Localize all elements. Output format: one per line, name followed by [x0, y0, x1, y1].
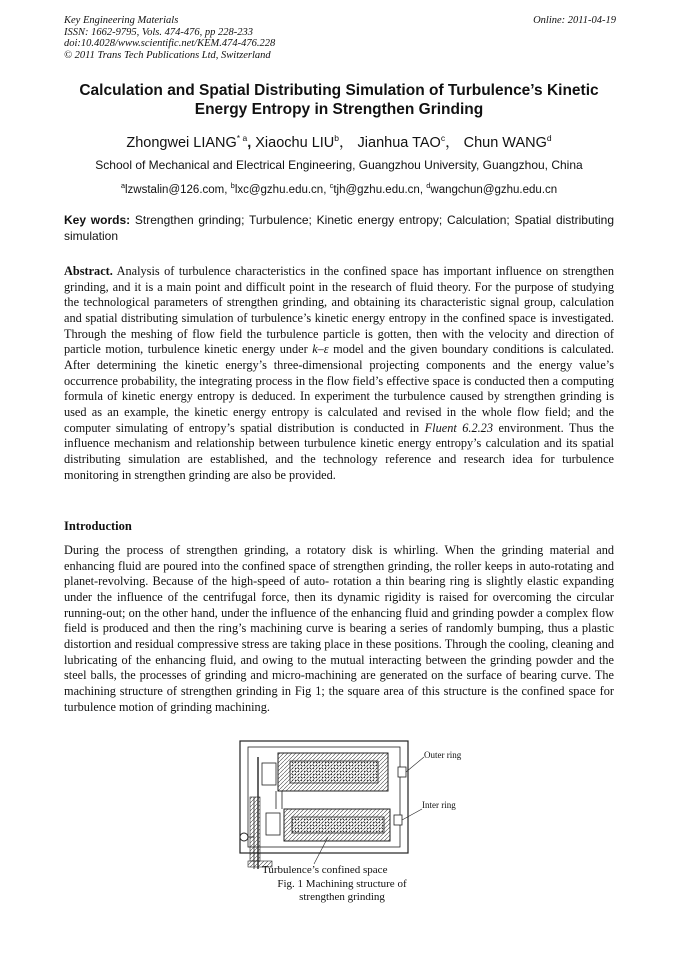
leader-inner-ring	[402, 809, 422, 820]
motor-symbol	[240, 833, 248, 841]
roller-lower	[266, 813, 280, 835]
label-confined-space: Turbulence’s confined space	[262, 864, 388, 876]
copyright-line: © 2011 Trans Tech Publications Ltd, Switzerland	[64, 49, 271, 61]
journal-name: Key Engineering Materials	[64, 15, 179, 26]
keywords	[64, 212, 614, 244]
leader-outer-ring	[406, 757, 424, 772]
email-link[interactable]: lxc@gzhu.edu.cn	[234, 184, 324, 196]
gear-column	[250, 797, 260, 861]
author-sup: * a	[236, 133, 248, 143]
affiliation: School of Mechanical and Electrical Engineering, Guangzhou University, Guangzhou, China	[95, 158, 583, 172]
author-sup: b	[334, 133, 339, 143]
section-heading-introduction: Introduction	[64, 519, 132, 533]
introduction-text: During the process of strengthen grinding, a rotatory disk is whirling. When the grinding material and enhancing fluid are poured into the confined space of strengthen grinding, the roller keeps in auto-rotating and planet-revolving. Because of the high-speed of auto- rotation a thin bearing ring is slightly elastic expanding under the influence of the centrifugal force, then its dynamic rigidity is raised for overcoming the circular running-out; on the other hand, under the influence of the enhancing fluid and grinding powder a complex flow field is produced and then the ring’s machining curve is bearing a series of randomly bumping, thus a plastic distortion and residual compressive stress are taking place in these positions. Through the cooling, cleaning and lubricating of the enhancing fluid, and owing to the mutual interacting between the grinding powder and the steel balls, the processes of grinding and micro-machining are generated on the surface of bearing curve. The machining structure of strengthen grinding in Fig 1; the square area of this structure is the confined space for turbulence motion of grinding machining.	[64, 543, 614, 714]
journal-header	[64, 15, 275, 61]
keywords-label: Key words:	[64, 213, 131, 227]
inner-ring-core	[292, 817, 384, 833]
email-sup: a	[120, 181, 125, 190]
email-list: $^a$lzwstalin@126.com, $^b$lxc@gzhu.edu.cn, $^c$tjh@gzhu.edu.cn, $^d$wangchun@gzhu.edu.cn	[120, 181, 558, 196]
abstract-label: Abstract.	[64, 264, 113, 278]
abstract-text-1: Analysis of turbulence characteristics in the confined space has important influence on strengthen grinding, and it is a main point and difficult point in the research of fluid theory. For the purpose of studying the technological parameters of strengthen grinding, and obtaining its characteristic signal group, calculation and spatial distributing simulation of turbulence’s kinetic energy entropy in the confined space is investigated. Through the meshing of flow field the turbulence particle is gotten, then with the velocity and direction of particle motion, turbulence kinetic energy under	[64, 264, 614, 357]
figure-caption: Fig. 1 Machining structure of strengthen grinding	[277, 878, 407, 903]
email-sup: d	[426, 181, 431, 190]
abstract	[64, 264, 614, 483]
roller-upper	[262, 763, 276, 785]
author-list: Zhongwei LIANG$^{* a}$, Xiaochu LIU$^b$， Jianhua TAO$^c$， Chun WANG$^d$	[126, 133, 552, 151]
paper-title: Calculation and Spatial Distributing Simulation of Turbulence’s Kinetic Energy Entropy in Strengthen Grinding	[79, 82, 599, 118]
author-name: Xiaochu LIU	[255, 135, 335, 151]
outer-ring-core	[290, 761, 378, 783]
author-name: Jianhua TAO	[357, 135, 441, 151]
author-name: Chun WANG	[463, 135, 547, 151]
email-link[interactable]: lzwstalin@126.com	[125, 184, 225, 196]
author-sup: d	[546, 133, 552, 143]
issn-line: ISSN: 1662-9795, Vols. 474-476, pp 228-233	[64, 26, 253, 38]
label-outer-ring: Outer ring	[424, 750, 462, 760]
keywords-text: Strengthen grinding; Turbulence; Kinetic energy entropy; Calculation; Spatial distributing simulation	[64, 213, 614, 243]
email-sup: c	[329, 181, 334, 190]
author-sup: c	[440, 133, 446, 143]
email-link[interactable]: tjh@gzhu.edu.cn	[333, 184, 420, 196]
doi-line: doi:10.4028/www.scientific.net/KEM.474-476.228	[64, 38, 276, 49]
email-link[interactable]: wangchun@gzhu.edu.cn	[430, 184, 558, 196]
label-inner-ring: Inter ring	[422, 800, 456, 810]
author-name: Zhongwei LIANG	[126, 135, 237, 151]
model-name: k–ε	[312, 342, 329, 357]
abstract-text-2: model and the given boundary conditions is calculated. After determining the kinetic energy’s three-dimensional projecting components and the energy value’s occurrence probability, the integrating process in the flow field’s effective space is conducted then a computing formula of kinetic energy entropy is deduced. In experiment the turbulence caused by strengthen grinding is used as an example, the kinetic energy entropy is calculated and revised in the whole flow field; and the computer simulating of entropy’s spatial distribution is conducted in	[64, 342, 614, 435]
abstract-text-3: environment. Thus the influence mechanism and relationship between turbulence kinetic energy entropy’s calculation and its spatial distributing simulation are established, and the technology reference and research idea for turbulence monitoring in strengthen grinding are also be provided.	[64, 420, 614, 482]
software-name: Fluent 6.2.23	[424, 420, 493, 435]
email-sup: b	[230, 181, 235, 190]
online-date: Online: 2011-04-19	[533, 15, 616, 26]
